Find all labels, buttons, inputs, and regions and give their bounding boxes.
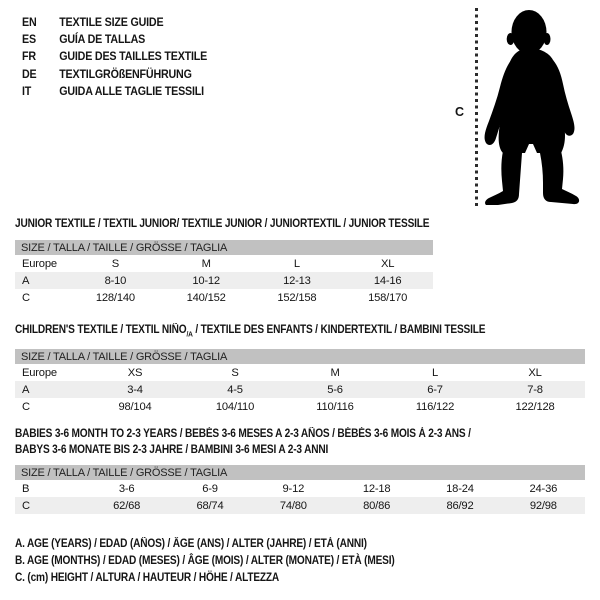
size-value-cell: L <box>293 257 300 270</box>
language-guide-title: GUIDE DES TAILLES TEXTILE <box>59 51 208 64</box>
height-marker-label: C <box>455 105 464 119</box>
row-label-cell: B <box>22 482 30 495</box>
language-guide-row <box>22 83 207 100</box>
table-row <box>15 398 585 415</box>
size-value-cell: XL <box>528 366 542 379</box>
size-header-cell: SIZE / TALLA / TAILLE / GRÖSSE / TAGLIA <box>15 349 585 364</box>
row-label-cell: Europe <box>22 366 57 379</box>
size-value-cell: 74/80 <box>252 497 335 514</box>
language-guide-title: GUIDA ALLE TAGLIE TESSILI <box>59 85 204 98</box>
size-value-cell: 98/104 <box>118 400 152 413</box>
size-table <box>15 240 433 306</box>
legend-line: C. (cm) HEIGHT / ALTURA / HAUTEUR / HÖHE / ALTEZZA <box>15 572 280 584</box>
size-value-cell: 68/74 <box>168 497 251 514</box>
size-table <box>15 349 585 415</box>
language-code: IT <box>22 85 32 98</box>
size-value-cell: 152/158 <box>277 291 317 304</box>
language-guide-row <box>22 31 207 48</box>
size-header-row <box>15 349 585 364</box>
size-value-cell: 3-6 <box>118 482 135 495</box>
table-row <box>15 255 433 272</box>
language-guide-row <box>22 14 207 31</box>
size-header-row <box>15 240 433 255</box>
size-header-row <box>15 465 585 480</box>
size-value-cell: 92/98 <box>502 497 585 514</box>
size-value-cell: 8-10 <box>70 272 161 289</box>
table-title-line: CHILDREN'S TEXTILE / TEXTIL $NIÑO_{/A}$ / TEXTILE DES ENFANTS / KINDERTEXTIL / BAMBINI TESSILE <box>15 324 486 339</box>
size-value-cell: 6-7 <box>385 381 485 398</box>
size-value-cell: 80/86 <box>335 497 418 514</box>
table-row <box>15 381 585 398</box>
measurement-legend <box>15 536 395 587</box>
size-value-cell: 7-8 <box>485 381 585 398</box>
size-value-cell: 12-13 <box>252 272 343 289</box>
size-value-cell: XL <box>380 257 395 270</box>
size-header-cell: SIZE / TALLA / TAILLE / GRÖSSE / TAGLIA <box>15 465 585 480</box>
table-title-line: BABIES 3-6 MONTH TO 2-3 YEARS / BEBÉS 3-6 MESES A 2-3 AÑOS / BÉBÉS 3-6 MOIS À 2-3 ANS / <box>15 428 471 440</box>
size-value-cell: 104/110 <box>215 400 255 413</box>
size-value-cell: 110/116 <box>316 400 354 413</box>
size-value-cell: 128/140 <box>95 291 135 304</box>
size-value-cell: XS <box>127 366 143 379</box>
babies-textile-table-section <box>15 426 585 514</box>
size-value-cell: 158/170 <box>368 291 408 304</box>
size-value-cell: 18-24 <box>446 482 474 495</box>
table-title-line: BABYS 3-6 MONATE BIS 2-3 JAHRE / BAMBINI 3-6 MESI A 2-3 ANNI <box>15 444 329 456</box>
legend-line: B. AGE (MONTHS) / EDAD (MESES) / ÂGE (MOIS) / ALTER (MONATE) / ETÀ (MESI) <box>15 555 395 567</box>
size-value-cell: 14-16 <box>342 272 433 289</box>
language-code: EN <box>22 16 37 29</box>
language-title-list <box>22 14 207 100</box>
table-row <box>15 289 433 306</box>
language-code: FR <box>22 51 36 64</box>
language-code: DE <box>22 68 37 81</box>
size-value-cell: 24-36 <box>529 482 558 495</box>
language-code: ES <box>22 33 36 46</box>
row-label-cell: C <box>22 291 30 304</box>
table-title <box>15 216 430 232</box>
baby-silhouette <box>481 5 585 205</box>
size-value-cell: S <box>231 366 239 379</box>
size-value-cell: S <box>111 257 119 270</box>
children-textile-table-section <box>15 322 585 415</box>
table-title <box>15 322 517 342</box>
language-guide-title: TEXTILE SIZE GUIDE <box>59 16 164 29</box>
language-guide-title: GUÍA DE TALLAS <box>59 33 146 46</box>
size-value-cell: 5-6 <box>285 381 385 398</box>
size-value-cell: 12-18 <box>362 482 391 495</box>
row-label-cell: Europe <box>22 257 57 270</box>
row-label-cell: C <box>15 497 85 514</box>
size-value-cell: 62/68 <box>85 497 168 514</box>
size-value-cell: 86/92 <box>418 497 501 514</box>
size-value-cell: 9-12 <box>282 482 305 495</box>
table-title-line: JUNIOR TEXTILE / TEXTIL JUNIOR/ TEXTILE JUNIOR / JUNIORTEXTIL / JUNIOR TESSILE <box>15 218 430 230</box>
size-value-cell: M <box>330 366 340 379</box>
size-value-cell: L <box>431 366 439 379</box>
junior-textile-table-section <box>15 216 433 306</box>
table-row <box>15 272 433 289</box>
language-guide-row <box>22 49 207 66</box>
size-table <box>15 465 585 514</box>
table-title <box>15 426 517 458</box>
size-value-cell: 140/152 <box>186 291 226 304</box>
size-value-cell: 4-5 <box>185 381 285 398</box>
row-label-cell: A <box>15 381 85 398</box>
legend-line: A. AGE (YEARS) / EDAD (AÑOS) / ÂGE (ANS) / ALTER (JAHRE) / ETÀ (ANNI) <box>15 538 367 550</box>
size-value-cell: 6-9 <box>202 482 218 495</box>
size-value-cell: 10-12 <box>161 272 252 289</box>
height-dashed-line <box>475 8 478 209</box>
size-value-cell: M <box>201 257 211 270</box>
table-row <box>15 497 585 514</box>
language-guide-title: TEXTILGRÖßENFÜHRUNG <box>59 68 192 81</box>
size-value-cell: 116/122 <box>415 400 455 413</box>
size-header-cell: SIZE / TALLA / TAILLE / GRÖSSE / TAGLIA <box>15 240 433 255</box>
table-row <box>15 364 585 381</box>
row-label-cell: C <box>22 400 30 413</box>
language-guide-row <box>22 66 207 83</box>
size-value-cell: 122/128 <box>515 400 555 413</box>
size-value-cell: 3-4 <box>85 381 185 398</box>
table-row <box>15 480 585 497</box>
row-label-cell: A <box>15 272 70 289</box>
